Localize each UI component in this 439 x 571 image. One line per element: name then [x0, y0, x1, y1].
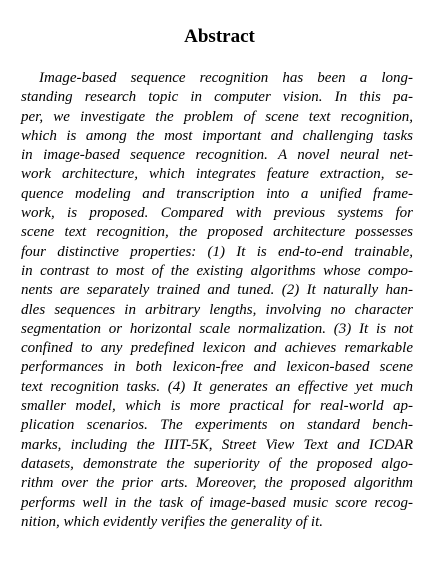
abstract-line: confined to any predefined lexicon and achieves remarkable [21, 340, 413, 357]
abstract-line: datasets, demonstrate the superiority of the proposed algo- [21, 455, 413, 472]
abstract-line: work, is proposed. Compared with previous systems for [21, 205, 413, 222]
abstract-line: Image-based sequence recognition has been a long- [39, 70, 413, 86]
abstract-line: plication scenarios. The experiments on standard bench- [21, 417, 413, 434]
abstract-line: text recognition tasks. (4) It generates an effective yet much [21, 378, 413, 395]
abstract-line: quence modeling and transcription into a unified frame- [21, 185, 413, 202]
abstract-line: work architecture, which integrates feature extraction, se- [21, 166, 413, 183]
abstract-line: four distinctive properties: (1) It is end-to-end trainable, [21, 243, 413, 260]
abstract-line: nents are separately trained and tuned. (2) It naturally han- [21, 282, 413, 299]
abstract-line: smaller model, which is more practical for real-world ap- [21, 398, 413, 415]
abstract-line: which is among the most important and challenging tasks [21, 127, 413, 144]
abstract-line: per, we investigate the problem of scene text recognition, [21, 108, 413, 125]
abstract-line: nition, which evidently verifies the generality of it. [21, 513, 324, 530]
abstract-line: scene text recognition, the proposed architecture possesses [21, 224, 413, 241]
abstract-line: performs well in the task of image-based music score recog- [21, 494, 413, 511]
abstract-line: marks, including the IIIT-5K, Street View Text and ICDAR [21, 436, 413, 453]
abstract-line: performances in both lexicon-free and lexicon-based scene [21, 359, 413, 376]
abstract-line: dles sequences in arbitrary lengths, involving no character [21, 301, 413, 318]
abstract-heading: Abstract [184, 26, 255, 47]
abstract-paragraph [21, 69, 413, 532]
abstract-line: in image-based sequence recognition. A novel neural net- [21, 147, 413, 164]
abstract-line: segmentation or horizontal scale normalization. (3) It is not [21, 320, 413, 337]
abstract-line: standing research topic in computer vision. In this pa- [21, 89, 413, 106]
abstract-line: rithm over the prior arts. Moreover, the proposed algorithm [21, 475, 413, 492]
abstract-line: in contrast to most of the existing algorithms whose compo- [21, 262, 413, 279]
